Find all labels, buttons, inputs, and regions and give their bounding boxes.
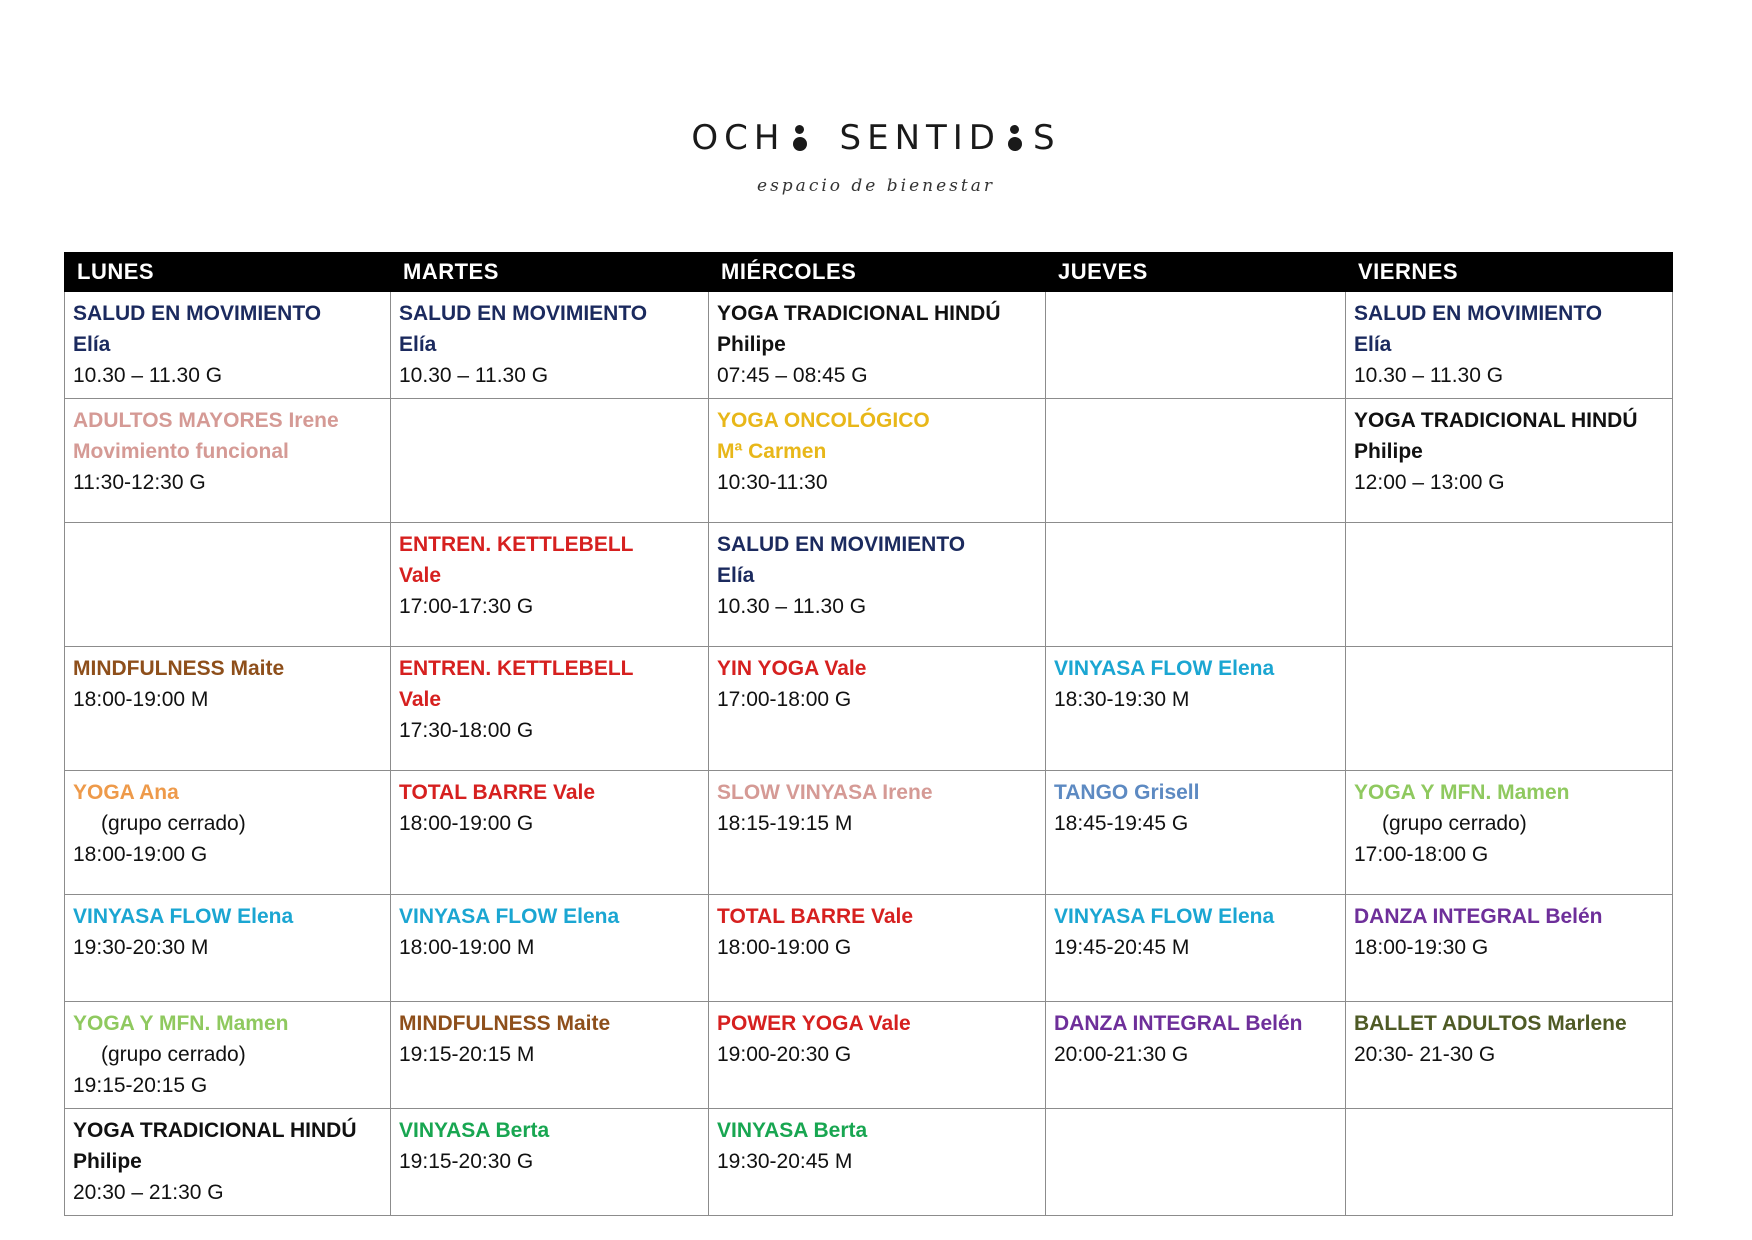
class-cell (1346, 1109, 1673, 1216)
class-title: YOGA Ana (73, 781, 179, 804)
class-instructor: Elía (73, 333, 111, 356)
class-cell (1046, 771, 1346, 895)
class-cell (1346, 895, 1673, 1002)
class-title: SALUD EN MOVIMIENTO (717, 533, 966, 556)
class-time: 17:30-18:00 G (399, 719, 534, 742)
class-time: 10:30-11:30 (717, 471, 828, 494)
class-cell (1346, 292, 1673, 399)
class-title: MINDFULNESS Maite (73, 657, 285, 680)
class-time: 18:45-19:45 G (1054, 812, 1189, 835)
class-time: 19:15-20:30 G (399, 1150, 534, 1173)
class-cell (391, 1002, 709, 1109)
class-instructor: Elía (1354, 333, 1392, 356)
day-header: JUEVES (1046, 253, 1346, 292)
class-title: VINYASA FLOW Elena (1054, 657, 1275, 680)
class-cell (65, 1109, 391, 1216)
class-time: 20:00-21:30 G (1054, 1043, 1189, 1066)
table-row (65, 895, 1673, 1002)
class-cell (65, 647, 391, 771)
day-header: LUNES (65, 253, 391, 292)
logo-dots-icon (1003, 121, 1027, 155)
class-time: 18:00-19:00 M (399, 936, 535, 959)
class-time: 20:30- 21-30 G (1354, 1043, 1496, 1066)
class-instructor: Elía (717, 564, 755, 587)
class-time: 17:00-18:00 G (1354, 843, 1489, 866)
class-time: 19:30-20:30 M (73, 936, 209, 959)
day-header: MIÉRCOLES (709, 253, 1046, 292)
class-note: (grupo cerrado) (101, 1043, 246, 1066)
class-time: 19:45-20:45 M (1054, 936, 1190, 959)
class-title: SALUD EN MOVIMIENTO (1354, 302, 1603, 325)
class-cell (65, 292, 391, 399)
class-time: 10.30 – 11.30 G (399, 364, 549, 387)
class-time: 18:00-19:30 G (1354, 936, 1489, 959)
class-instructor: Philipe (73, 1150, 142, 1173)
class-time: 18:00-19:00 M (73, 688, 209, 711)
class-cell (1346, 399, 1673, 523)
class-title: YOGA Y MFN. Mamen (1354, 781, 1570, 804)
class-cell (1046, 1002, 1346, 1109)
class-note: (grupo cerrado) (101, 812, 246, 835)
class-cell (65, 1002, 391, 1109)
class-cell (1046, 647, 1346, 771)
table-row (65, 1109, 1673, 1216)
class-time: 18:15-19:15 M (717, 812, 853, 835)
class-time: 18:30-19:30 M (1054, 688, 1190, 711)
class-title: TANGO Grisell (1054, 781, 1200, 804)
class-title: YOGA ONCOLÓGICO (717, 409, 930, 432)
class-cell (1046, 292, 1346, 399)
day-header: MARTES (391, 253, 709, 292)
class-time: 10.30 – 11.30 G (73, 364, 223, 387)
class-title: BALLET ADULTOS Marlene (1354, 1012, 1627, 1035)
class-cell (709, 647, 1046, 771)
class-title: DANZA INTEGRAL Belén (1354, 905, 1603, 928)
class-time: 17:00-18:00 G (717, 688, 852, 711)
class-cell (65, 895, 391, 1002)
class-title: DANZA INTEGRAL Belén (1054, 1012, 1303, 1035)
class-cell (391, 895, 709, 1002)
class-time: 18:00-19:00 G (717, 936, 852, 959)
logo-word-2: SENTID (839, 118, 1001, 158)
class-cell (1346, 1002, 1673, 1109)
logo (0, 118, 1752, 196)
class-time: 17:00-17:30 G (399, 595, 534, 618)
class-instructor: Vale (399, 688, 442, 711)
class-instructor: Vale (399, 564, 442, 587)
class-instructor: Mª Carmen (717, 440, 827, 463)
class-cell (1046, 523, 1346, 647)
class-cell (709, 1109, 1046, 1216)
class-cell (391, 1109, 709, 1216)
table-row (65, 523, 1673, 647)
class-cell (391, 647, 709, 771)
class-time: 10.30 – 11.30 G (717, 595, 867, 618)
table-row (65, 771, 1673, 895)
class-instructor: Philipe (1354, 440, 1423, 463)
class-time: 12:00 – 13:00 G (1354, 471, 1505, 494)
class-instructor: Movimiento funcional (73, 440, 289, 463)
class-cell (1346, 771, 1673, 895)
class-title: VINYASA Berta (717, 1119, 868, 1142)
class-cell (65, 523, 391, 647)
class-cell (1046, 399, 1346, 523)
class-cell (391, 292, 709, 399)
class-cell (709, 523, 1046, 647)
header-row (65, 253, 1673, 292)
class-title: YOGA TRADICIONAL HINDÚ (73, 1119, 357, 1142)
class-instructor: Philipe (717, 333, 786, 356)
class-cell (709, 771, 1046, 895)
class-title: YOGA TRADICIONAL HINDÚ (717, 302, 1001, 325)
class-title: POWER YOGA Vale (717, 1012, 911, 1035)
class-title: YIN YOGA Vale (717, 657, 867, 680)
class-time: 19:15-20:15 G (73, 1074, 208, 1097)
class-cell (1046, 895, 1346, 1002)
class-title: MINDFULNESS Maite (399, 1012, 611, 1035)
class-title: ENTREN. KETTLEBELL (399, 533, 634, 556)
schedule-table (64, 252, 1673, 1216)
class-instructor: Elía (399, 333, 437, 356)
class-time: 20:30 – 21:30 G (73, 1181, 224, 1204)
class-time: 18:00-19:00 G (73, 843, 208, 866)
class-time: 19:00-20:30 G (717, 1043, 852, 1066)
logo-word-1: OCH (691, 118, 786, 158)
class-time: 19:30-20:45 M (717, 1150, 853, 1173)
class-time: 18:00-19:00 G (399, 812, 534, 835)
class-time: 11:30-12:30 G (73, 471, 206, 494)
class-title: SALUD EN MOVIMIENTO (399, 302, 648, 325)
class-time: 10.30 – 11.30 G (1354, 364, 1504, 387)
class-cell (391, 399, 709, 523)
class-cell (65, 399, 391, 523)
class-cell (391, 523, 709, 647)
class-time: 19:15-20:15 M (399, 1043, 535, 1066)
class-title: TOTAL BARRE Vale (399, 781, 596, 804)
class-cell (1046, 1109, 1346, 1216)
class-cell (709, 399, 1046, 523)
class-cell (709, 895, 1046, 1002)
logo-wordmark (691, 118, 1060, 158)
class-cell (65, 771, 391, 895)
day-header: VIERNES (1346, 253, 1673, 292)
class-cell (391, 771, 709, 895)
class-title: YOGA Y MFN. Mamen (73, 1012, 289, 1035)
class-title: ENTREN. KETTLEBELL (399, 657, 634, 680)
table-row (65, 292, 1673, 399)
logo-dots-icon (788, 121, 812, 155)
class-title: VINYASA FLOW Elena (399, 905, 620, 928)
class-time: 07:45 – 08:45 G (717, 364, 868, 387)
table-row (65, 399, 1673, 523)
class-title: VINYASA FLOW Elena (1054, 905, 1275, 928)
table-row (65, 647, 1673, 771)
class-title: VINYASA Berta (399, 1119, 550, 1142)
logo-word-3: S (1032, 118, 1061, 158)
class-title: SLOW VINYASA Irene (717, 781, 933, 804)
class-title: SALUD EN MOVIMIENTO (73, 302, 322, 325)
tagline: espacio de bienestar (757, 176, 995, 196)
class-cell (709, 1002, 1046, 1109)
class-cell (1346, 523, 1673, 647)
class-title: VINYASA FLOW Elena (73, 905, 294, 928)
class-cell (1346, 647, 1673, 771)
class-title: ADULTOS MAYORES Irene (73, 409, 339, 432)
class-title: YOGA TRADICIONAL HINDÚ (1354, 409, 1638, 432)
table-row (65, 1002, 1673, 1109)
class-note: (grupo cerrado) (1382, 812, 1527, 835)
class-cell (709, 292, 1046, 399)
class-title: TOTAL BARRE Vale (717, 905, 914, 928)
